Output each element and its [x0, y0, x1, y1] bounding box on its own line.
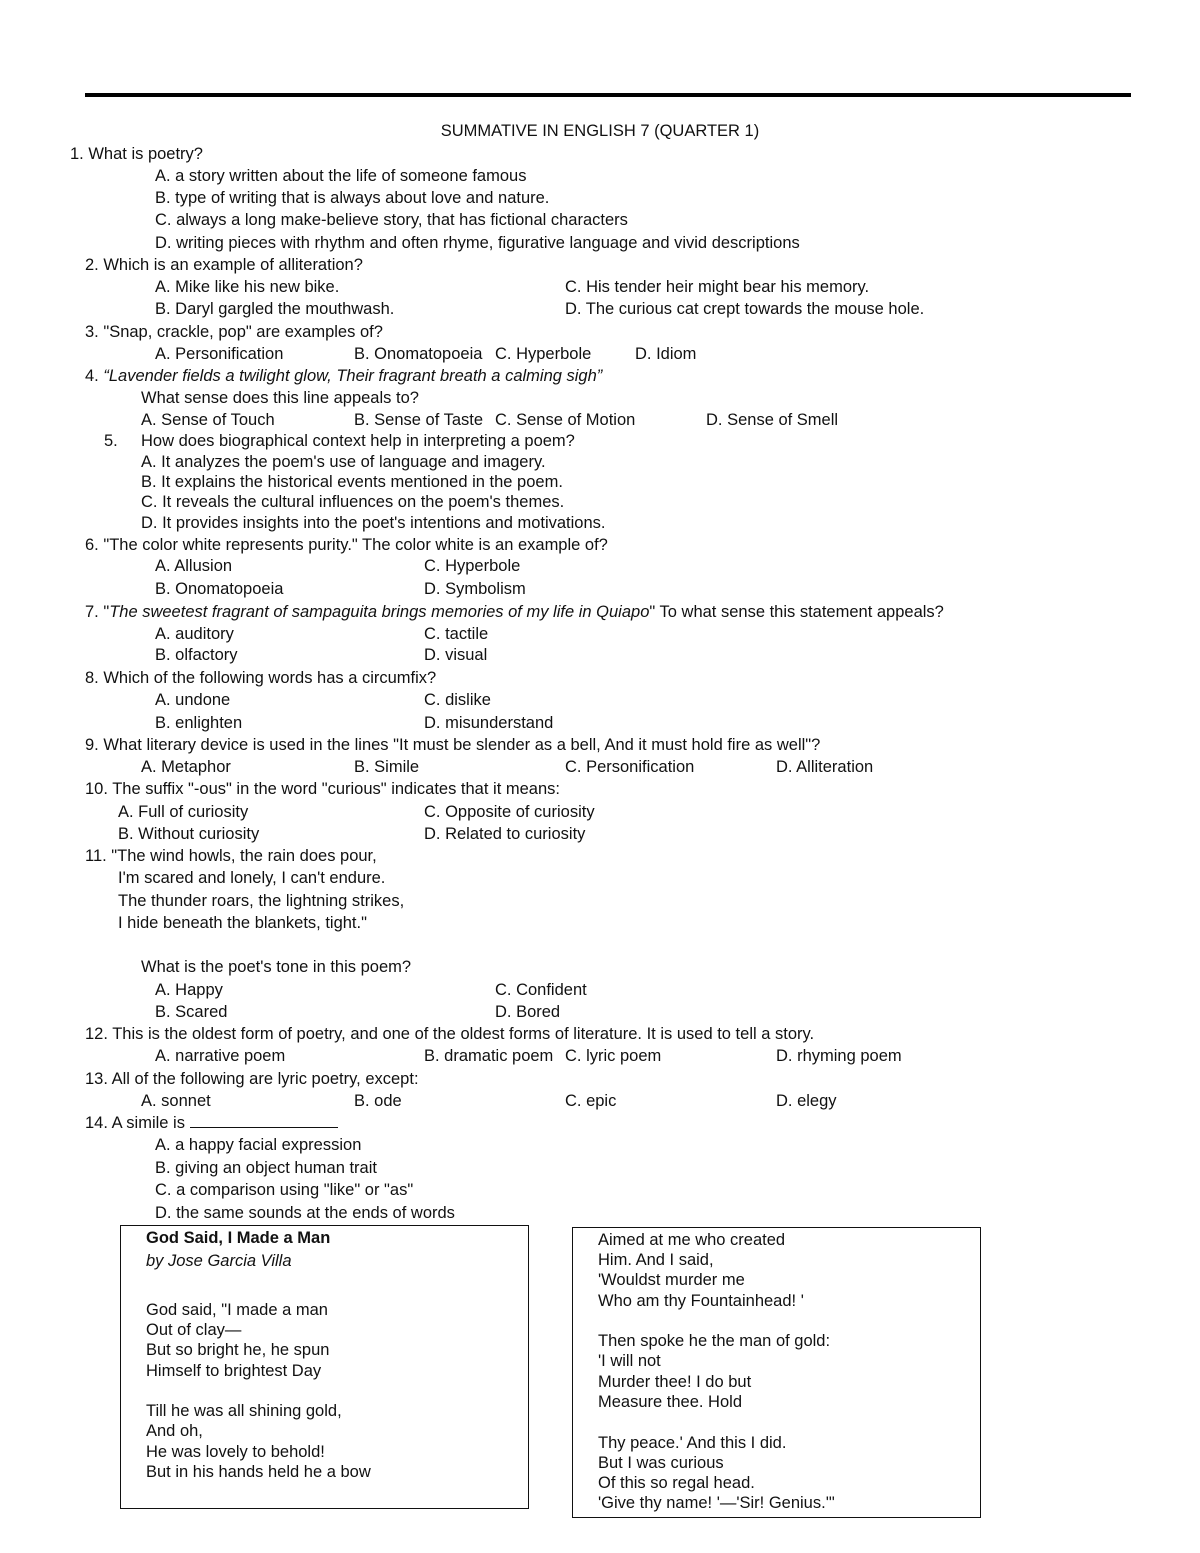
q7-choice-b: B. olfactory: [155, 646, 238, 664]
q13-choice-d: D. elegy: [776, 1092, 837, 1110]
q8-choice-b: B. enlighten: [155, 714, 243, 732]
poem-line: And oh,: [146, 1422, 203, 1440]
poem-line: Measure thee. Hold: [598, 1393, 742, 1411]
poem-line: 'I will not: [598, 1352, 661, 1370]
q12-choice-a: A. narrative poem: [155, 1047, 286, 1065]
q14-choice-c: C. a comparison using "like" or "as": [155, 1181, 414, 1199]
q14-choice-d: D. the same sounds at the ends of words: [155, 1204, 455, 1222]
q3-choice-d: D. Idiom: [635, 345, 697, 363]
poem-line: Him. And I said,: [598, 1251, 714, 1269]
q1-choice-b: B. type of writing that is always about love and nature.: [155, 189, 550, 207]
question-3: 3. "Snap, crackle, pop" are examples of?: [85, 323, 383, 341]
q5-choice-c: C. It reveals the cultural influences on the poem's themes.: [141, 493, 565, 511]
q11-poem-line-2: I'm scared and lonely, I can't endure.: [118, 869, 386, 887]
q5-choice-a: A. It analyzes the poem's use of language and imagery.: [141, 453, 546, 471]
q13-choice-c: C. epic: [565, 1092, 617, 1110]
q7-choice-d: D. visual: [424, 646, 488, 664]
q14-question: 14. A simile is: [85, 1114, 185, 1132]
answer-blank: [190, 1113, 338, 1128]
question-6: 6. "The color white represents purity." The color white is an example of?: [85, 536, 608, 554]
q11-poem-line-3: The thunder roars, the lightning strikes,: [118, 892, 405, 910]
q14-choice-b: B. giving an object human trait: [155, 1159, 377, 1177]
q11-poem-line-4: I hide beneath the blankets, tight.": [118, 914, 367, 932]
question-8: 8. Which of the following words has a circumfix?: [85, 669, 437, 687]
q5-choice-d: D. It provides insights into the poet's intentions and motivations.: [141, 514, 606, 532]
poem-line: 'Wouldst murder me: [598, 1271, 745, 1289]
question-2: 2. Which is an example of alliteration?: [85, 256, 363, 274]
q5-choice-b: B. It explains the historical events mentioned in the poem.: [141, 473, 563, 491]
q1-choice-d: D. writing pieces with rhythm and often rhyme, figurative language and vivid descriptions: [155, 234, 800, 252]
q10-choice-b: B. Without curiosity: [118, 825, 260, 843]
poem-line: Of this so regal head.: [598, 1474, 755, 1492]
question-7: [85, 602, 944, 622]
q11-choice-b: B. Scared: [155, 1003, 228, 1021]
q12-choice-b: B. dramatic poem: [424, 1047, 554, 1065]
question-1: 1. What is poetry?: [70, 145, 203, 163]
q2-choice-d: D. The curious cat crept towards the mouse hole.: [565, 300, 925, 318]
question-10: 10. The suffix "-ous" in the word "curious" indicates that it means:: [85, 780, 560, 798]
poem-line: Himself to brightest Day: [146, 1362, 322, 1380]
q6-choice-a: A. Allusion: [155, 557, 233, 575]
q4-quote: “Lavender fields a twilight glow, Their fragrant breath a calming sigh”: [103, 367, 603, 385]
q11-choice-a: A. Happy: [155, 981, 223, 999]
question-5: How does biographical context help in interpreting a poem?: [141, 432, 575, 450]
q6-choice-b: B. Onomatopoeia: [155, 580, 284, 598]
q4-choice-c: C. Sense of Motion: [495, 411, 636, 429]
question-12: 12. This is the oldest form of poetry, and one of the oldest forms of literature. It is used to tell a story.: [85, 1025, 815, 1043]
q7-prefix: 7. ": [85, 603, 110, 621]
q13-choice-a: A. sonnet: [141, 1092, 211, 1110]
q7-choice-c: C. tactile: [424, 625, 489, 643]
q3-choice-c: C. Hyperbole: [495, 345, 592, 363]
question-13: 13. All of the following are lyric poetry, except:: [85, 1070, 419, 1088]
q14-choice-a: A. a happy facial expression: [155, 1136, 362, 1154]
question-14: [85, 1113, 338, 1133]
q1-choice-a: A. a story written about the life of someone famous: [155, 167, 527, 185]
header-rule: [85, 93, 1131, 97]
poem-line: Till he was all shining gold,: [146, 1402, 342, 1420]
poem-line: Who am thy Fountainhead! ': [598, 1292, 804, 1310]
q2-choice-b: B. Daryl gargled the mouthwash.: [155, 300, 395, 318]
poem-title: God Said, I Made a Man: [146, 1229, 331, 1247]
poem-line: Then spoke he the man of gold:: [598, 1332, 831, 1350]
q4-choice-b: B. Sense of Taste: [354, 411, 484, 429]
q4-question: What sense does this line appeals to?: [141, 389, 419, 407]
poem-line: God said, "I made a man: [146, 1301, 328, 1319]
poem-line: He was lovely to behold!: [146, 1443, 325, 1461]
q2-choice-a: A. Mike like his new bike.: [155, 278, 340, 296]
q10-choice-c: C. Opposite of curiosity: [424, 803, 595, 821]
poem-line: Out of clay—: [146, 1321, 242, 1339]
q4-choice-d: D. Sense of Smell: [706, 411, 839, 429]
poem-author: by Jose Garcia Villa: [146, 1252, 292, 1270]
question-4: [85, 366, 602, 386]
page-title: SUMMATIVE IN ENGLISH 7 (QUARTER 1): [440, 122, 760, 140]
q10-choice-d: D. Related to curiosity: [424, 825, 586, 843]
poem-line: Murder thee! I do but: [598, 1373, 752, 1391]
q8-choice-c: C. dislike: [424, 691, 491, 709]
poem-line: Aimed at me who created: [598, 1231, 786, 1249]
q4-choice-a: A. Sense of Touch: [141, 411, 275, 429]
poem-line: But so bright he, he spun: [146, 1341, 330, 1359]
q5-number: 5.: [104, 432, 118, 450]
poem-line: 'Give thy name! '—'Sir! Genius.'": [598, 1494, 835, 1512]
poem-line: But I was curious: [598, 1454, 724, 1472]
question-9: 9. What literary device is used in the lines "It must be slender as a bell, And it must hold fire as well"?: [85, 736, 821, 754]
q7-suffix: " To what sense this statement appeals?: [649, 603, 944, 621]
q11-poem-line-1: 11. "The wind howls, the rain does pour,: [85, 847, 377, 865]
q10-choice-a: A. Full of curiosity: [118, 803, 249, 821]
q12-choice-d: D. rhyming poem: [776, 1047, 902, 1065]
q6-choice-c: C. Hyperbole: [424, 557, 521, 575]
q4-number: 4.: [85, 367, 104, 385]
poem-line: But in his hands held he a bow: [146, 1463, 371, 1481]
q2-choice-c: C. His tender heir might bear his memory.: [565, 278, 870, 296]
q6-choice-d: D. Symbolism: [424, 580, 526, 598]
q8-choice-a: A. undone: [155, 691, 231, 709]
q9-choice-a: A. Metaphor: [141, 758, 231, 776]
poem-line: Thy peace.' And this I did.: [598, 1434, 787, 1452]
q8-choice-d: D. misunderstand: [424, 714, 554, 732]
q9-choice-c: C. Personification: [565, 758, 695, 776]
q1-choice-c: C. always a long make-believe story, that has fictional characters: [155, 211, 628, 229]
q11-choice-d: D. Bored: [495, 1003, 561, 1021]
q7-quote: The sweetest fragrant of sampaguita brings memories of my life in Quiapo: [109, 603, 650, 621]
q3-choice-b: B. Onomatopoeia: [354, 345, 483, 363]
q9-choice-b: B. Simile: [354, 758, 420, 776]
q12-choice-c: C. lyric poem: [565, 1047, 662, 1065]
q13-choice-b: B. ode: [354, 1092, 402, 1110]
q9-choice-d: D. Alliteration: [776, 758, 874, 776]
question-11: What is the poet's tone in this poem?: [141, 958, 412, 976]
q7-choice-a: A. auditory: [155, 625, 234, 643]
q3-choice-a: A. Personification: [155, 345, 284, 363]
q11-choice-c: C. Confident: [495, 981, 587, 999]
